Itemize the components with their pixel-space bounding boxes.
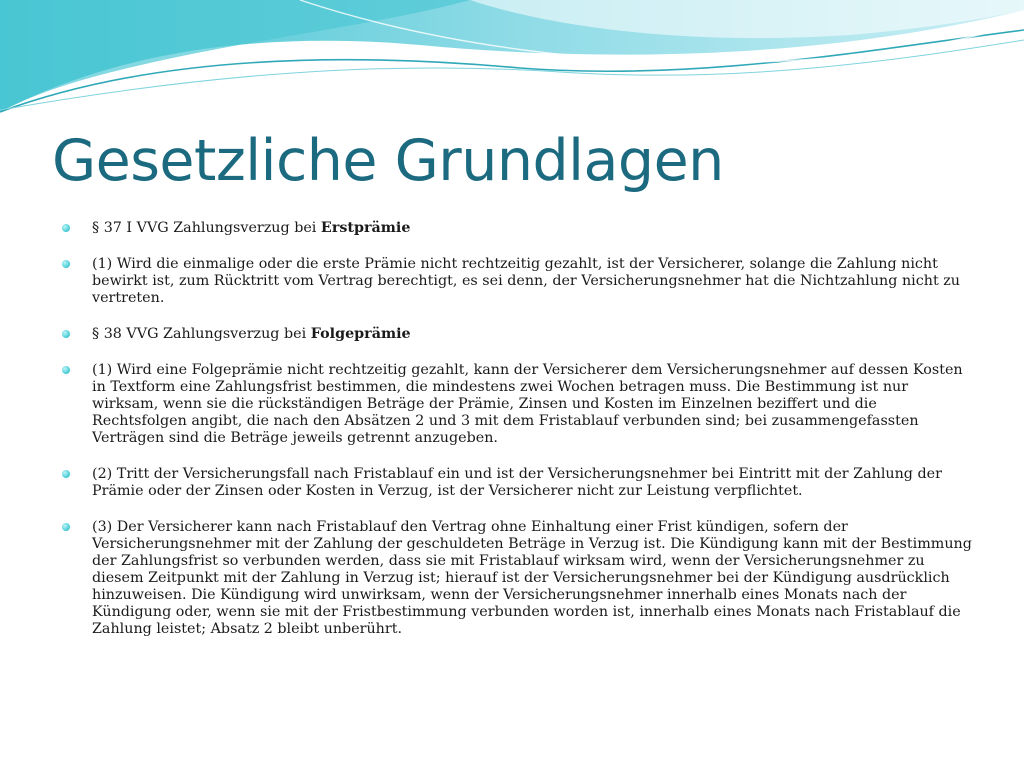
bullet-dot-icon xyxy=(62,224,70,232)
header-wave-decoration xyxy=(0,0,1024,125)
bullet-item xyxy=(62,519,972,638)
bullet-dot-icon xyxy=(62,260,70,268)
bullet-dot-icon xyxy=(62,523,70,531)
bullet-text: (2) Tritt der Versicherungsfall nach Fristablauf ein und ist der Versicherungsnehmer bei Eintritt mit der Zahlung der Prämie oder der Zinsen oder Kosten in Verzug, ist der Versicherer nicht zur Leistung verpflichtet. xyxy=(92,466,942,499)
bullet-dot-icon xyxy=(62,366,70,374)
bullet-item xyxy=(62,326,972,343)
bullet-list xyxy=(62,220,972,657)
bullet-bold-text: Folgeprämie xyxy=(310,326,411,342)
bullet-dot-icon xyxy=(62,330,70,338)
slide-title: Gesetzliche Grundlagen xyxy=(52,128,724,194)
bullet-text: § 37 I VVG Zahlungsverzug bei xyxy=(92,220,321,236)
bullet-item xyxy=(62,362,972,447)
bullet-text: (1) Wird die einmalige oder die erste Prämie nicht rechtzeitig gezahlt, ist der Versicherer, solange die Zahlung nicht bewirkt ist, zum Rücktritt vom Vertrag berechtigt, es sei denn, der Versicherungsnehmer hat die Nichtzahlung nicht zu vertreten. xyxy=(92,256,960,306)
bullet-text: § 38 VVG Zahlungsverzug bei xyxy=(92,326,311,342)
bullet-bold-text: Erstprämie xyxy=(320,220,411,236)
bullet-item xyxy=(62,220,972,237)
bullet-text: (1) Wird eine Folgeprämie nicht rechtzeitig gezahlt, kann der Versicherer dem Versicherungsnehmer auf dessen Kosten in Textform eine Zahlungsfrist bestimmen, die mindestens zwei Wochen betragen muss. Die Bestimmung ist nur wirksam, wenn sie die rückständigen Beträge der Prämie, Zinsen und Kosten im Einzelnen beziffert und die Rechtsfolgen angibt, die nach den Absätzen 2 und 3 mit dem Fristablauf verbunden sind; bei zusammengefassten Verträgen sind die Beträge jeweils getrennt anzugeben. xyxy=(92,362,963,446)
bullet-item xyxy=(62,466,972,500)
bullet-item xyxy=(62,256,972,307)
bullet-text: (3) Der Versicherer kann nach Fristablauf den Vertrag ohne Einhaltung einer Frist kündigen, sofern der Versicherungsnehmer mit der Zahlung der geschuldeten Beträge in Verzug ist. Die Kündigung kann mit der Bestimmung der Zahlungsfrist so verbunden werden, dass sie mit Fristablauf wirksam wird, wenn der Versicherungsnehmer zu diesem Zeitpunkt mit der Zahlung in Verzug ist; hierauf ist der Versicherungsnehmer bei der Kündigung ausdrücklich hinzuweisen. Die Kündigung wird unwirksam, wenn der Versicherungsnehmer innerhalb eines Monats nach der Kündigung oder, wenn sie mit der Fristbestimmung verbunden worden ist, innerhalb eines Monats nach Fristablauf die Zahlung leistet; Absatz 2 bleibt unberührt. xyxy=(92,519,972,637)
bullet-dot-icon xyxy=(62,470,70,478)
